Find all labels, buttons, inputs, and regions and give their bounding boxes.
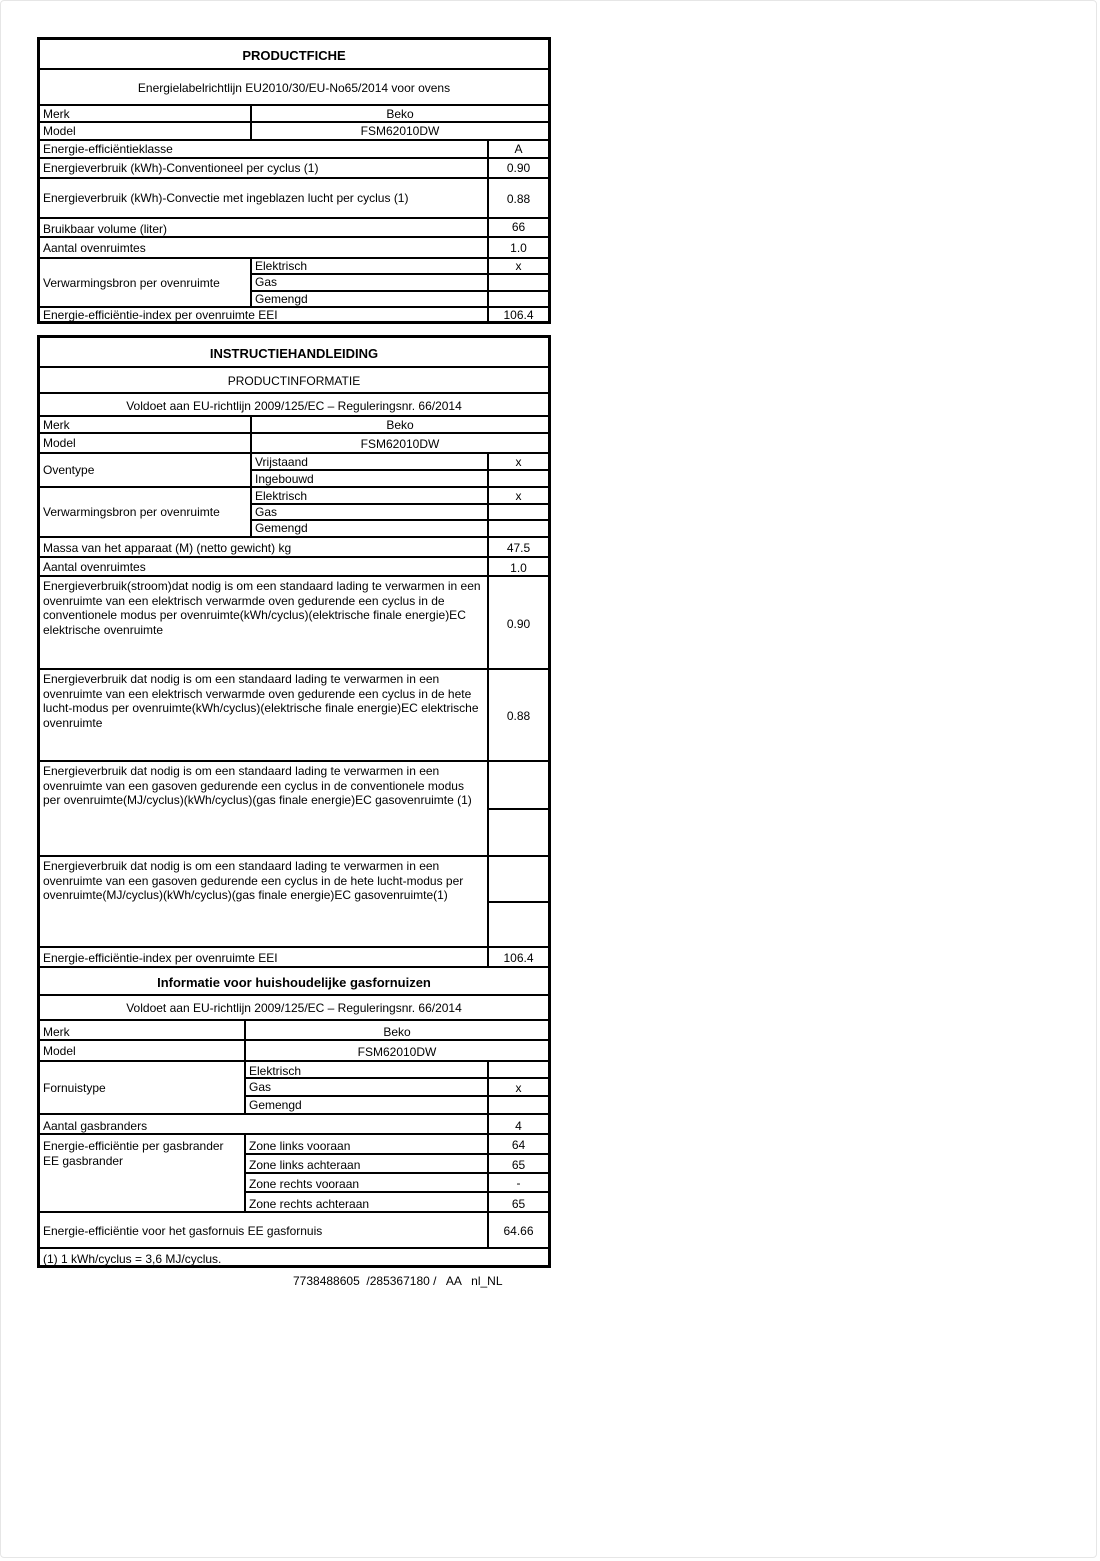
zone-value: 65 xyxy=(488,1192,549,1212)
ee-gasbrander-label: Energie-efficiëntie per gasbrander EE gasbrander xyxy=(39,1134,245,1212)
oventype-label: Oventype xyxy=(39,453,251,487)
ec-gas-conventioneel-mj-value xyxy=(488,761,549,809)
zone-label: Zone links achteraan xyxy=(245,1154,488,1173)
conv-label: Energieverbruik (kWh)-Conventioneel per cyclus (1) xyxy=(39,158,488,178)
ovenruimtes-value: 1.0 xyxy=(488,237,549,258)
model-value: FSM62010DW xyxy=(251,433,549,453)
instructie-title: INSTRUCTIEHANDLEIDING xyxy=(39,337,549,367)
ec-elektrisch-heteluchtmodus-value: 0.88 xyxy=(488,669,549,761)
ee-gasfornuis-value: 64.66 xyxy=(488,1212,549,1248)
fornuis-elektrisch-value xyxy=(488,1061,549,1078)
gemengd-value xyxy=(488,291,549,307)
ec-gas-heteluchtmodus-kwh-value xyxy=(488,902,549,947)
regulation-text: Voldoet aan EU-richtlijn 2009/125/EC – Reguleringsnr. 66/2014 xyxy=(39,393,549,416)
ee-gasfornuis-label: Energie-efficiëntie voor het gasfornuis EE gasfornuis xyxy=(39,1212,488,1248)
instructie-table xyxy=(37,335,551,1268)
ec-gas-heteluchtmodus-label: Energieverbruik dat nodig is om een standaard lading te verwarmen in een ovenruimte van een gasoven gedurende een cyclus in de hete lucht-modus per ovenruimte(MJ/cyclus)(kWh/cyclus)(gas finale energie)EC gasovenruimte(1) xyxy=(39,856,488,947)
gemengd-value xyxy=(488,520,549,537)
merk-label: Merk xyxy=(39,416,251,433)
klasse-label: Energie-efficiëntieklasse xyxy=(39,140,488,158)
gasbranders-label: Aantal gasbranders xyxy=(39,1114,488,1134)
ingebouwd-label: Ingebouwd xyxy=(251,470,488,487)
ovenruimtes-label: Aantal ovenruimtes xyxy=(39,557,488,576)
massa-value: 47.5 xyxy=(488,537,549,557)
zone-value: 64 xyxy=(488,1134,549,1154)
gemengd-label: Gemengd xyxy=(251,291,488,307)
merk-label: Merk xyxy=(39,105,251,122)
gemengd-label: Gemengd xyxy=(251,520,488,537)
ec-elektrisch-conventioneel-label: Energieverbruik(stroom)dat nodig is om een standaard lading te verwarmen in een ovenruimte van een elektrisch verwarmde oven gedurende een cyclus in de conventionele modus per ovenruimte(kWh/cyclus)(elektrische finale energie)EC elektrische ovenruimte xyxy=(39,576,488,669)
fornuis-gemengd-label: Gemengd xyxy=(245,1096,488,1114)
verwarmingsbron-label: Verwarmingsbron per ovenruimte xyxy=(39,258,251,307)
zone-value: 65 xyxy=(488,1154,549,1173)
productfiche-table xyxy=(37,37,551,324)
model-value: FSM62010DW xyxy=(251,122,549,140)
eei-label: Energie-efficiëntie-index per ovenruimte EEI xyxy=(39,307,488,322)
gasfornuis-regulation-text: Voldoet aan EU-richtlijn 2009/125/EC – Reguleringsnr. 66/2014 xyxy=(39,995,549,1020)
volume-label: Bruikbaar volume (liter) xyxy=(39,218,488,237)
eei-value: 106.4 xyxy=(488,307,549,322)
ovenruimtes-label: Aantal ovenruimtes xyxy=(39,237,488,258)
footnote: (1) 1 kWh/cyclus = 3,6 MJ/cyclus. xyxy=(39,1248,549,1266)
vrijstaand-value: x xyxy=(488,453,549,470)
fornuistype-label: Fornuistype xyxy=(39,1061,245,1114)
gas-value xyxy=(488,274,549,291)
elektrisch-label: Elektrisch xyxy=(251,258,488,274)
model-label: Model xyxy=(39,433,251,453)
klasse-value: A xyxy=(488,140,549,158)
conv2-value: 0.88 xyxy=(488,178,549,218)
ec-gas-conventioneel-kwh-value xyxy=(488,809,549,856)
merk-label: Merk xyxy=(39,1020,245,1040)
ec-gas-heteluchtmodus-mj-value xyxy=(488,856,549,902)
merk-value: Beko xyxy=(245,1020,549,1040)
vrijstaand-label: Vrijstaand xyxy=(251,453,488,470)
gas-label: Gas xyxy=(251,274,488,291)
productfiche-title: PRODUCTFICHE xyxy=(39,39,549,69)
gasbranders-value: 4 xyxy=(488,1114,549,1134)
productfiche-subtitle: Energielabelrichtlijn EU2010/30/EU-No65/2014 voor ovens xyxy=(39,69,549,105)
gas-value xyxy=(488,504,549,520)
ec-elektrisch-heteluchtmodus-label: Energieverbruik dat nodig is om een standaard lading te verwarmen in een ovenruimte van een elektrisch verwarmde oven gedurende een cyclus in de hete lucht-modus per ovenruimte(kWh/cyclus)(elektrische finale energie)EC elektrische ovenruimte xyxy=(39,669,488,761)
conv2-label: Energieverbruik (kWh)-Convectie met ingeblazen lucht per cyclus (1) xyxy=(39,178,488,218)
zone-label: Zone links vooraan xyxy=(245,1134,488,1154)
elektrisch-label: Elektrisch xyxy=(251,487,488,504)
fornuis-gas-label: Gas xyxy=(245,1078,488,1096)
fornuis-gemengd-value xyxy=(488,1096,549,1114)
ovenruimtes-value: 1.0 xyxy=(488,557,549,576)
document-code: 7738488605 /285367180 / AA nl_NL xyxy=(293,1274,503,1288)
conv-value: 0.90 xyxy=(488,158,549,178)
ec-gas-conventioneel-label: Energieverbruik dat nodig is om een standaard lading te verwarmen in een ovenruimte van een gasoven gedurende een cyclus in de conventionele modus per ovenruimte(MJ/cyclus)(kWh/cyclus)(gas finale energie)EC gasovenruimte (1) xyxy=(39,761,488,856)
massa-label: Massa van het apparaat (M) (netto gewicht) kg xyxy=(39,537,488,557)
productinformatie-heading: PRODUCTINFORMATIE xyxy=(39,367,549,393)
ec-elektrisch-conventioneel-value: 0.90 xyxy=(488,576,549,669)
zone-label: Zone rechts achteraan xyxy=(245,1192,488,1212)
merk-value: Beko xyxy=(251,416,549,433)
elektrisch-value: x xyxy=(488,258,549,274)
eei-label: Energie-efficiëntie-index per ovenruimte EEI xyxy=(39,947,488,967)
zone-label: Zone rechts vooraan xyxy=(245,1173,488,1192)
eei-value: 106.4 xyxy=(488,947,549,967)
verwarmingsbron-label: Verwarmingsbron per ovenruimte xyxy=(39,487,251,537)
elektrisch-value: x xyxy=(488,487,549,504)
gas-label: Gas xyxy=(251,504,488,520)
fornuis-gas-value: x xyxy=(488,1078,549,1096)
zone-value: - xyxy=(488,1173,549,1192)
fornuis-elektrisch-label: Elektrisch xyxy=(245,1061,488,1078)
model-label: Model xyxy=(39,1040,245,1061)
merk-value: Beko xyxy=(251,105,549,122)
volume-value: 66 xyxy=(488,218,549,237)
gasfornuis-title: Informatie voor huishoudelijke gasfornuizen xyxy=(39,967,549,995)
model-value: FSM62010DW xyxy=(245,1040,549,1061)
model-label: Model xyxy=(39,122,251,140)
ingebouwd-value xyxy=(488,470,549,487)
